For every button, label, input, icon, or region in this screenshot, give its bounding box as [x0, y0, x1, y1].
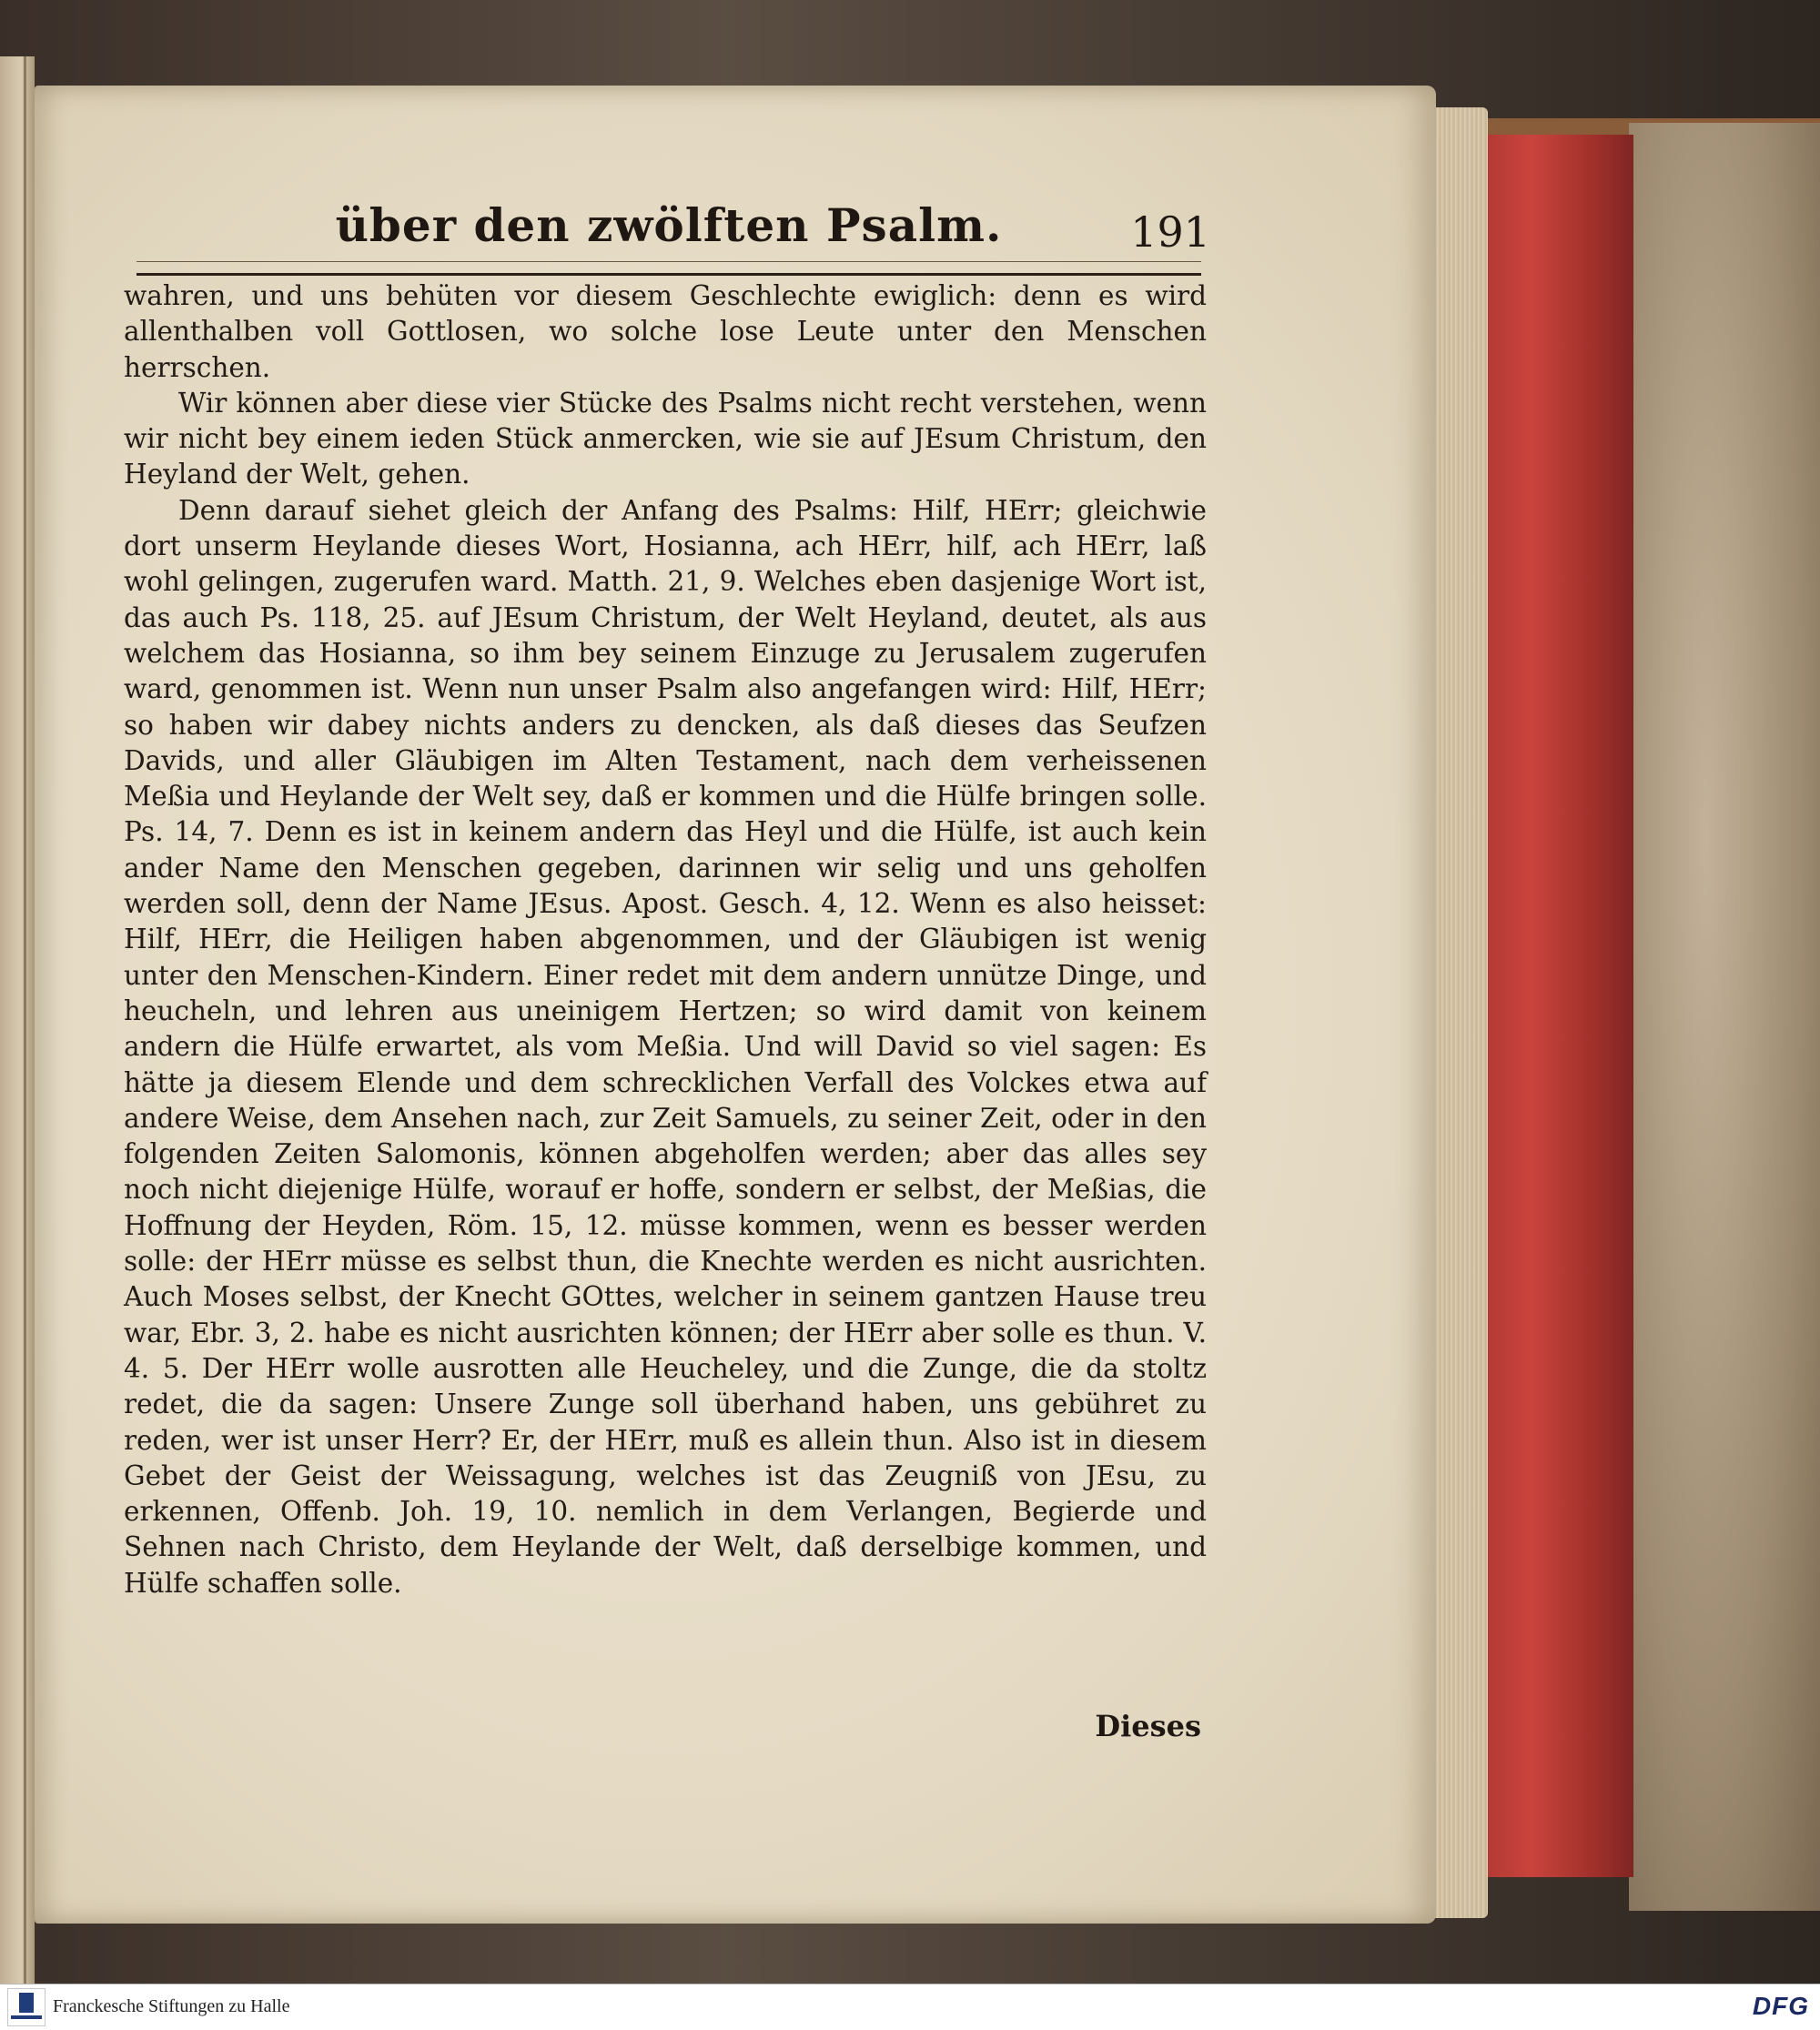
- dfg-logo[interactable]: DFG: [1752, 1992, 1809, 2020]
- running-head: über den zwölften Psalm.: [335, 198, 1003, 252]
- page-number: 191: [1130, 207, 1210, 257]
- viewer-footer: [0, 1984, 1820, 2030]
- catchword: Dieses: [1095, 1709, 1201, 1743]
- paragraph-3: Denn darauf siehet gleich der Anfang des Psalms: Hilf, HErr; gleichwie dort unserm Heylande dieses Wort, Hosianna, ach HErr, hilf, ach HErr, laß wohl gelingen, zugerufen ward. Matth. 21, 9. Welches eben dasjenige Wort ist, das auch Ps. 118, 25. auf JEsum Christum, der Welt Heyland, deutet, als aus welchem das Hosianna, so ihm bey seinem Einzuge zu Jerusalem zugerufen ward, genommen ist. Wenn nun unser Psalm also angefangen wird: Hilf, HErr; so haben wir dabey nichts anders zu dencken, als daß dieses das Seufzen Davids, und aller Gläubigen im Alten Testament, nach dem verheissenen Meßia und Heylande der Welt sey, daß er kommen und die Hülfe bringen solle. Ps. 14, 7. Denn es ist in keinem andern das Heyl und die Hülfe, ist auch kein ander Name den Menschen gegeben, darinnen wir selig und uns geholfen werden soll, denn der Name JEsus. Apost. Gesch. 4, 12. Wenn es also heisset: Hilf, HErr, die Heiligen haben abgenommen, und der Gläubigen ist wenig unter den Menschen-Kindern. Einer redet mit dem andern unnütze Dinge, und heucheln, und lehren aus uneinigem Hertzen; so wird damit von keinem andern die Hülfe erwartet, als vom Meßia. Und will David so viel sagen: Es hätte ja diesem Elende und dem schrecklichen Verfall des Volckes etwa auf andere Weise, dem Ansehen nach, zur Zeit Samuels, zu seiner Zeit, oder in den folgenden Zeiten Salomonis, können abgeholfen werden; aber das alles sey noch nicht diejenige Hülfe, worauf er hoffe, sondern er selbst, der Meßias, die Hoffnung der Heyden, Röm. 15, 12. müsse kommen, wenn es besser werden solle: der HErr müsse es selbst thun, die Knechte werden es nicht ausrichten. Auch Moses selbst, der Knecht GOttes, welcher in seinem gantzen Hause treu war, Ebr. 3, 2. habe es nicht ausrichten können; der HErr aber solle es thun. V. 4. 5. Der HErr wolle ausrotten alle Heucheley, und die Zunge, die da stoltz redet, die da sagen: Unsere Zunge soll überhand haben, uns gebühret zu reden, wer ist unser Herr? Er, der HErr, muß es allein thun. Also ist in diesem Gebet der Geist der Weissagung, welches ist das Zeugniß von JEsu, zu erkennen, Offenb. Joh. 19, 10. nemlich in dem Verlangen, Begierde und Sehnen nach Christo, dem Heylande der Welt, daß derselbige kommen, und Hülfe schaffen solle.: [124, 494, 1207, 1599]
- cover-board: [1629, 123, 1820, 1911]
- left-page-edge: [0, 56, 35, 1984]
- paragraph-1: wahren, und uns behüten vor diesem Geschlechte ewiglich: denn es wird allenthalben voll Gottlosen, wo solche lose Leute unter den Menschen herrschen.: [124, 280, 1207, 383]
- page-block-edge: [1433, 107, 1488, 1918]
- body-text: [124, 278, 1207, 1601]
- paragraph-2: Wir können aber diese vier Stücke des Psalms nicht recht verstehen, wenn wir nicht bey einem ieden Stück anmercken, wie sie auf JEsum Christum, den Heyland der Welt, gehen.: [124, 387, 1207, 490]
- header-rule: [136, 273, 1201, 276]
- institution-logo-icon[interactable]: [7, 1988, 46, 2026]
- binding-line: [24, 56, 26, 1984]
- header-rule-thin: [136, 261, 1201, 262]
- red-page-edge: [1488, 135, 1633, 1877]
- institution-name[interactable]: Franckesche Stiftungen zu Halle: [53, 1996, 290, 2016]
